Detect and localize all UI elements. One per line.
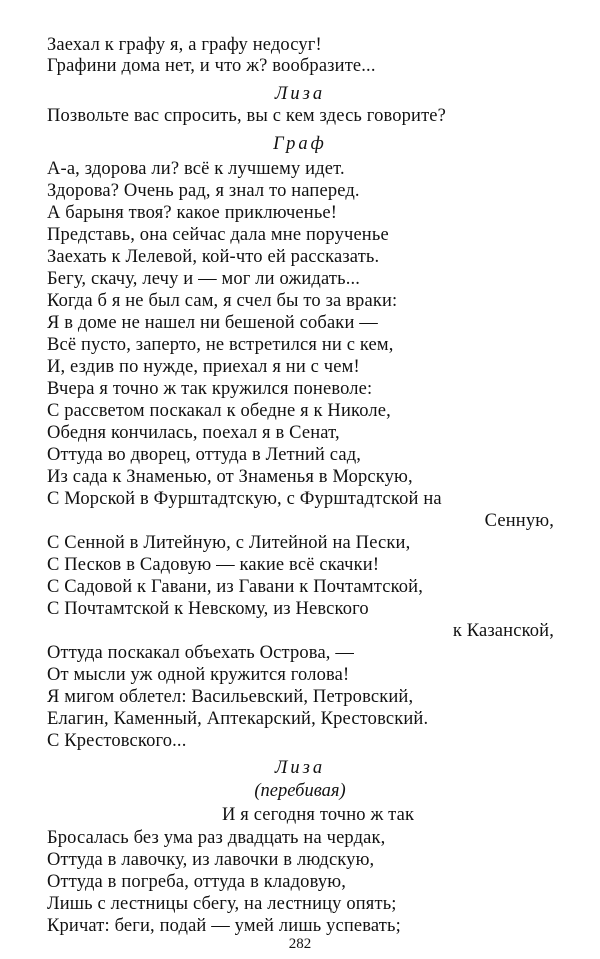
verse-line: Здорова? Очень рад, я знал то наперед. [47,181,360,201]
verse-line: Оттуда в лавочку, из лавочки в людскую, [47,850,375,870]
verse-line: С рассветом поскакал к обедне я к Николе, [47,401,391,421]
verse-line: Бегу, скачу, лечу и — мог ли ожидать... [47,269,361,289]
speaker-name: Лиза [274,758,326,778]
verse-line: И я сегодня точно ж так [222,805,415,825]
verse-line: От мысли уж одной кружится голова! [47,665,350,685]
verse-line: С Садовой к Гавани, из Гавани к Почтамтской, [47,577,424,597]
verse-line: Оттуда поскакал объехать Острова, — [47,643,355,663]
verse-line: Оттуда в погреба, оттуда в кладовую, [47,872,346,892]
verse-line: Оттуда во дворец, оттуда в Летний сад, [47,445,362,465]
verse-line: С Крестовского... [47,731,187,751]
verse-line: Заехал к графу я, а графу недосуг! [47,35,322,55]
verse-line: А-а, здорова ли? всё к лучшему идет. [47,159,345,179]
verse-line: И, ездив по нужде, приехал я ни с чем! [47,357,360,377]
verse-line-continuation: к Казанской, [452,621,554,641]
verse-line: Кричат: беги, подай — умей лишь успевать; [47,916,401,936]
verse-line: Представь, она сейчас дала мне порученье [47,225,389,245]
verse-line: С Песков в Садовую — какие всё скачки! [47,555,380,575]
verse-line: Заехать к Лелевой, кой-что ей рассказать. [47,247,380,267]
verse-line: Бросалась без ума раз двадцать на чердак, [47,828,386,848]
speaker-name: Граф [273,134,327,154]
verse-line: Обедня кончилась, поехал я в Сенат, [47,423,340,443]
verse-line: С Сенной в Литейную, с Литейной на Пески, [47,533,411,553]
verse-line: Когда б я не был сам, я счел бы то за враки: [47,291,398,311]
verse-line: Графини дома нет, и что ж? вообразите... [47,56,376,76]
verse-line: А барыня твоя? какое приключенье! [47,203,338,223]
verse-line: Позвольте вас спросить, вы с кем здесь говорите? [47,106,447,126]
speaker-name: Лиза [274,84,326,104]
verse-line: Лишь с лестницы сбегу, на лестницу опять; [47,894,397,914]
stage-direction: (перебивая) [254,781,346,801]
verse-line: Я мигом облетел: Васильевский, Петровский, [47,687,414,707]
verse-line: Вчера я точно ж так кружился поневоле: [47,379,373,399]
verse-line: С Морской в Фурштадтскую, с Фурштадтской на [47,489,442,509]
verse-line: Всё пусто, заперто, не встретился ни с кем, [47,335,394,355]
verse-line: Я в доме не нашел ни бешеной собаки — [47,313,378,333]
verse-line: Из сада к Знаменью, от Знаменья в Морскую, [47,467,413,487]
verse-line: С Почтамтской к Невскому, из Невского [47,599,369,619]
verse-line: Елагин, Каменный, Аптекарский, Крестовский. [47,709,429,729]
verse-line-continuation: Сенную, [484,511,554,531]
page-number: 282 [288,936,312,952]
